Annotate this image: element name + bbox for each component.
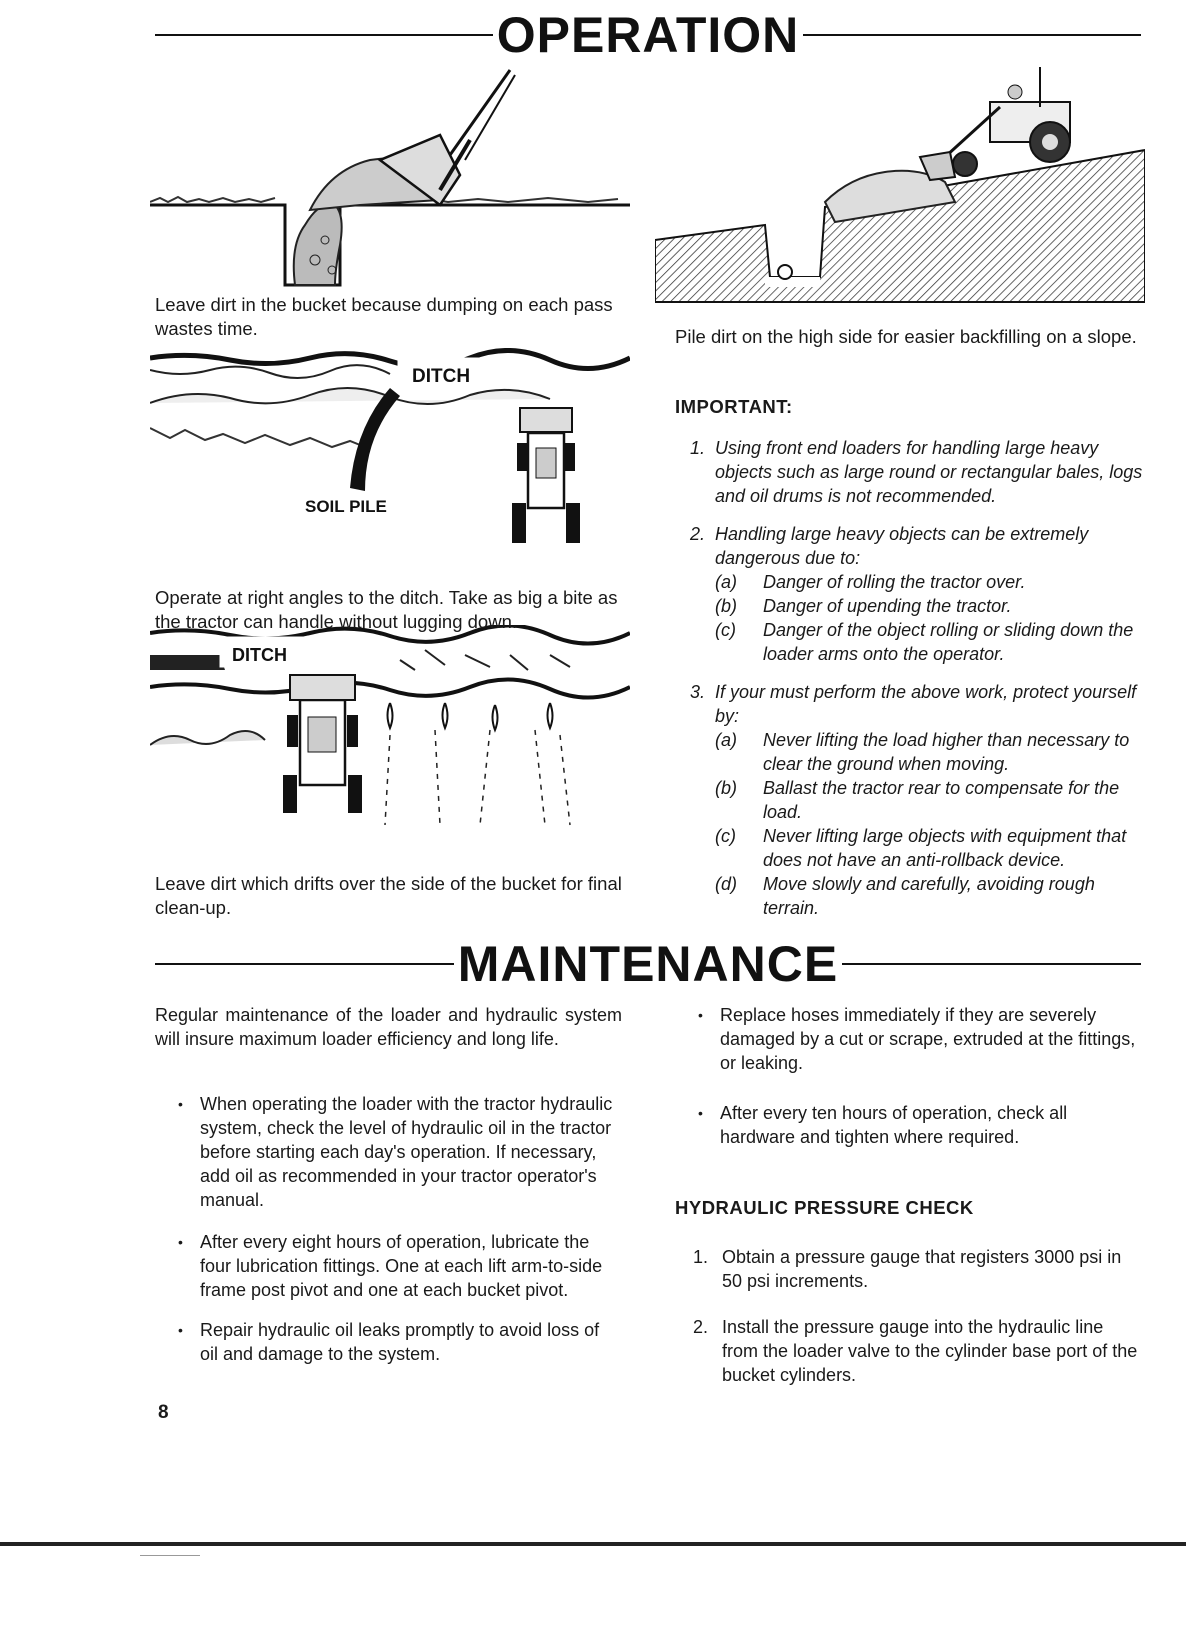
heading-rule-right [803, 34, 1141, 36]
important-subitem [715, 618, 1145, 666]
important-title: IMPORTANT: [675, 396, 793, 417]
heading-rule-left [155, 963, 454, 965]
bullet-text: When operating the loader with the tractor hydraulic system, check the level of hydraulic oil in the tractor before starting each day's operation. If necessary, add oil as recommended in your tractor operator's manual. [200, 1094, 613, 1210]
maintenance-bullet [178, 1092, 621, 1212]
important-item-text: Using front end loaders for handling large heavy objects such as large round or rectangular bales, logs and oil drums is not recommended. [715, 438, 1143, 506]
important-subitem [715, 728, 1145, 776]
maintenance-bullet [178, 1318, 621, 1366]
page-number: 8 [158, 1402, 169, 1423]
step-number: 2. [693, 1317, 709, 1337]
subitem-label: (b) [715, 596, 737, 616]
bullet-text: After every eight hours of operation, lubricate the four lubrication fittings. One at each lift arm-to-side frame post pivot and one at each bucket pivot. [200, 1232, 603, 1300]
bottom-scan-edge [0, 1542, 1186, 1546]
figure-loader-dumping-illustration [150, 60, 630, 290]
bullet-dot: • [698, 1105, 703, 1121]
hydraulic-step [693, 1245, 1141, 1293]
hydraulic-pressure-check-title: HYDRAULIC PRESSURE CHECK [675, 1197, 974, 1218]
figure-tractor-drift-illustration [150, 625, 630, 840]
bullet-text: Replace hoses immediately if they are severely damaged by a cut or scrape, extruded at the fittings, or leaking. [720, 1005, 1136, 1073]
important-subitem [715, 872, 1145, 920]
important-item-1 [675, 436, 1145, 508]
maintenance-heading: MAINTENANCE [457, 936, 839, 992]
maintenance-bullet [178, 1230, 621, 1302]
subitem-text: Move slowly and carefully, avoiding rough terrain. [763, 874, 1095, 918]
bullet-dot: • [698, 1007, 703, 1023]
important-item-number: 3. [689, 682, 705, 702]
maintenance-bullet [698, 1101, 1141, 1149]
important-item-number: 1. [689, 438, 705, 458]
bullet-text: Repair hydraulic oil leaks promptly to avoid loss of oil and damage to the system. [200, 1320, 600, 1364]
subitem-text: Danger of upending the tractor. [763, 596, 1012, 616]
important-subitem [715, 594, 1145, 618]
caption-operate-right-angles: Operate at right angles to the ditch. Take as big a bite as the tractor can handle without lugging down. [155, 587, 618, 632]
hydraulic-step-1 [693, 1245, 1141, 1293]
operation-heading: OPERATION [496, 7, 800, 63]
step-text: Install the pressure gauge into the hydraulic line from the loader valve to the cylinder base port of the bucket cylinders. [722, 1317, 1138, 1385]
step-number: 1. [693, 1247, 709, 1267]
maintenance-bullet [698, 1003, 1141, 1075]
important-item-body [715, 436, 1145, 508]
bullet-dot: • [178, 1322, 183, 1338]
important-item-3 [675, 680, 1145, 920]
important-item-text: Handling large heavy objects can be extremely dangerous due to: [715, 524, 1089, 568]
hydraulic-step [693, 1315, 1141, 1387]
subitem-label: (a) [715, 572, 737, 592]
bullet-dot: • [178, 1096, 183, 1112]
important-subitem [715, 776, 1145, 824]
heading-rule-left [155, 34, 493, 36]
important-subitem [715, 570, 1145, 594]
important-list [675, 436, 1145, 934]
bottom-faint-mark [140, 1555, 200, 1556]
subitem-label: (c) [715, 620, 736, 640]
maintenance-heading-row [155, 935, 1141, 993]
caption-leave-dirt-in-bucket: Leave dirt in the bucket because dumping on each pass wastes time. [155, 294, 613, 339]
subitem-text: Ballast the tractor rear to compensate for the load. [763, 778, 1120, 822]
important-item-body [715, 680, 1145, 920]
important-item-2 [675, 522, 1145, 666]
maintenance-left-bullets [178, 1092, 621, 1366]
figure-slope-tractor-illustration [655, 62, 1145, 317]
subitem-text: Never lifting large objects with equipment that does not have an anti-rollback device. [763, 826, 1127, 870]
figure-ditch-soil-pile-illustration [150, 348, 630, 568]
caption-pile-dirt-high-side: Pile dirt on the high side for easier backfilling on a slope. [675, 326, 1137, 347]
subitem-text: Danger of rolling the tractor over. [763, 572, 1026, 592]
soil-pile-label: SOIL PILE [305, 497, 387, 516]
important-item-number: 2. [689, 524, 705, 544]
subitem-label: (d) [715, 874, 737, 894]
subitem-label: (c) [715, 826, 736, 846]
important-item-body [715, 522, 1145, 666]
subitem-text: Never lifting the load higher than necessary to clear the ground when moving. [763, 730, 1130, 774]
ditch-label-top: DITCH [412, 366, 471, 387]
step-text: Obtain a pressure gauge that registers 3000 psi in 50 psi increments. [722, 1247, 1122, 1291]
ditch-label-lower: DITCH [232, 645, 287, 665]
hydraulic-step-2 [693, 1315, 1141, 1387]
maintenance-right-bullets [698, 1003, 1141, 1149]
subitem-text: Danger of the object rolling or sliding down the loader arms onto the operator. [763, 620, 1134, 664]
subitem-label: (a) [715, 730, 737, 750]
subitem-label: (b) [715, 778, 737, 798]
maintenance-intro: Regular maintenance of the loader and hydraulic system will insure maximum loader efficiency and long life. [155, 1005, 622, 1049]
caption-leave-drift-dirt: Leave dirt which drifts over the side of the bucket for final clean-up. [155, 873, 622, 918]
important-item-text: If your must perform the above work, protect yourself by: [715, 682, 1137, 726]
bullet-text: After every ten hours of operation, check all hardware and tighten where required. [720, 1103, 1068, 1147]
heading-rule-right [842, 963, 1141, 965]
bullet-dot: • [178, 1234, 183, 1250]
operation-heading-row [155, 6, 1141, 64]
important-subitem [715, 824, 1145, 872]
